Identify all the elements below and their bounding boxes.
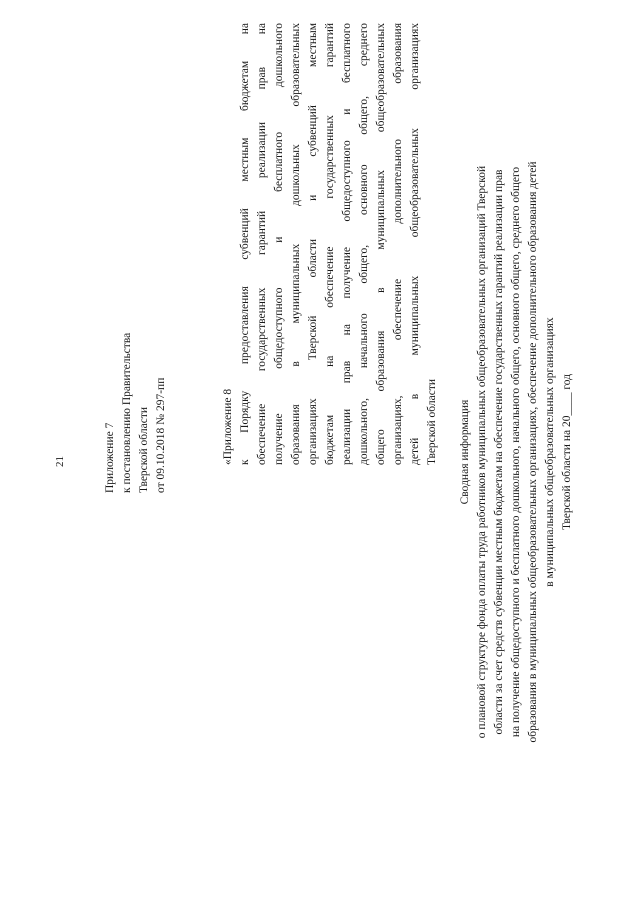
appendix-8-line: получение общедоступного и бесплатного дошкольного — [273, 23, 285, 465]
appendix-8-line: «Приложение 8 — [222, 388, 234, 465]
summary-line: о плановой структуре фонда оплаты труда работников муниципальных общеобразовательных организаций Тверской — [476, 165, 488, 739]
appendix-8-line: Тверской области — [426, 379, 438, 465]
appendix-8-line: к Порядку предоставления субвенций местным бюджетам на — [239, 23, 251, 465]
summary-line: образования в муниципальных общеобразовательных организациях, обеспечение дополнительного образования детей — [527, 161, 539, 743]
appendix-7-line: Тверской области — [138, 407, 150, 493]
appendix-8-line: общего образования в муниципальных общеобразовательных — [375, 23, 387, 465]
appendix-7-header — [102, 173, 170, 493]
appendix-8-line: обеспечение государственных гарантий реализации прав на — [256, 23, 268, 465]
summary-title-block — [457, 47, 576, 857]
appendix-8-line: образования в муниципальных дошкольных образовательных — [290, 23, 302, 465]
appendix-7-line: от 09.10.2018 № 297-пп — [155, 377, 167, 493]
appendix-8-header — [220, 23, 441, 465]
summary-line: в муниципальных общеобразовательных организациях — [544, 317, 556, 587]
appendix-7-line: к постановлению Правительства — [121, 332, 133, 493]
appendix-7-line: Приложение 7 — [104, 422, 116, 493]
appendix-8-line: организациях Тверской области и субвенций местным — [307, 23, 319, 465]
appendix-8-line: реализации прав на получение общедоступного и бесплатного — [341, 23, 353, 465]
appendix-8-line: дошкольного, начального общего, основного общего, среднего — [358, 23, 370, 465]
appendix-8-line: детей в муниципальных общеобразовательных организациях — [409, 23, 421, 465]
appendix-8-line: организациях, обеспечение дополнительного образования — [392, 23, 404, 465]
appendix-8-line: бюджетам на обеспечение государственных гарантий — [324, 23, 336, 465]
summary-line: Тверской области на 20____ год — [561, 373, 573, 531]
page-number: 21 — [54, 456, 66, 467]
summary-line: на получение общедоступного и бесплатного дошкольного, начального общего, основного общего, среднего общего — [510, 166, 522, 738]
summary-line: области за счет средств субвенции местным бюджетам на обеспечение государственных гарантий реализации прав — [493, 169, 505, 735]
summary-heading: Сводная информация — [459, 399, 471, 505]
